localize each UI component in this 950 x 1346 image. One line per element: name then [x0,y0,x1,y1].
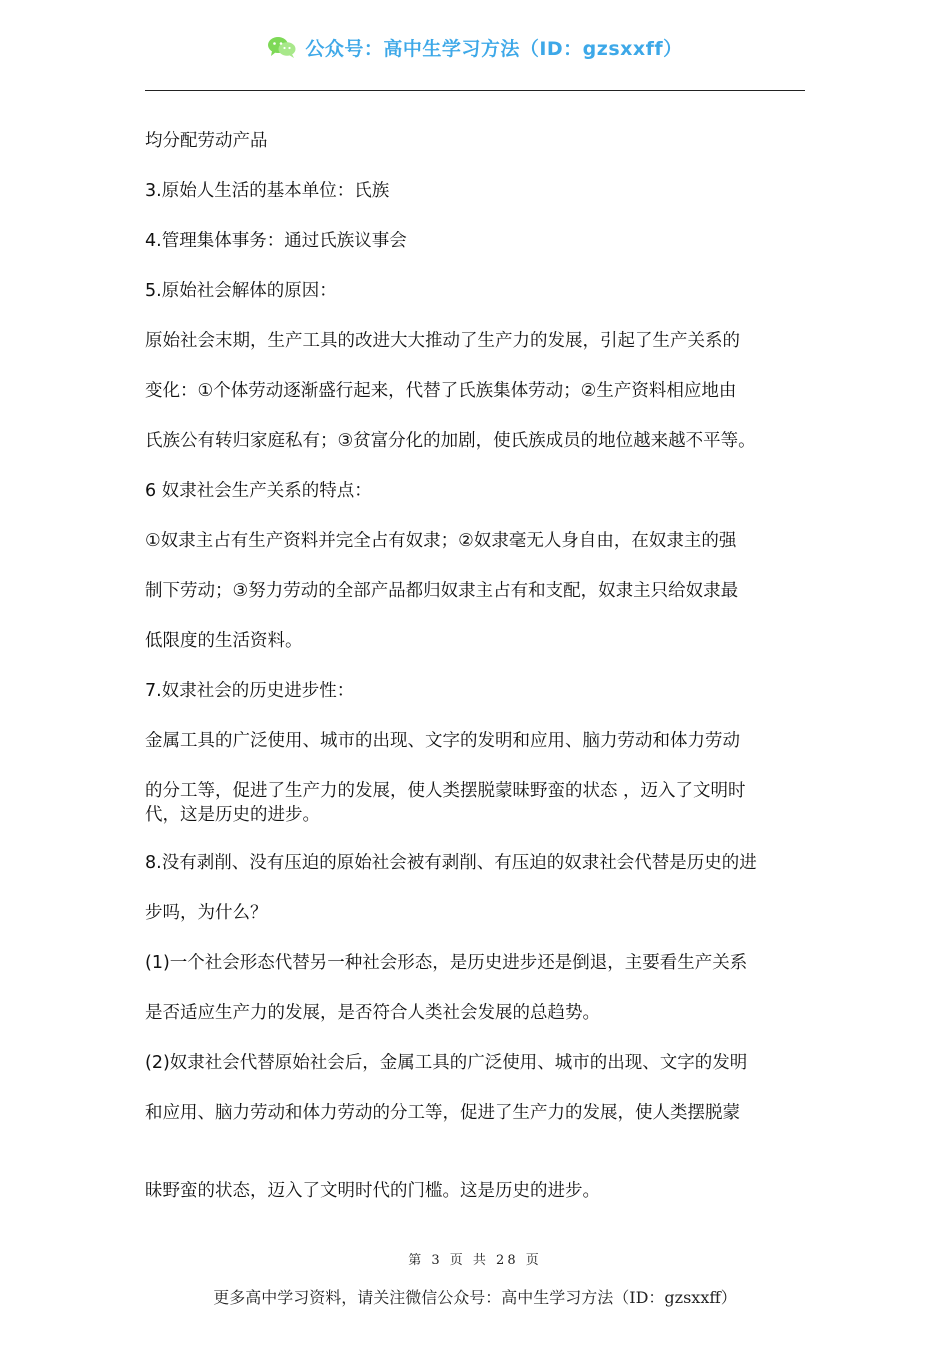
text-line: 7.奴隶社会的历史进步性： [145,681,355,701]
text-line: 4.管理集体事务：通过氏族议事会 [145,231,407,251]
text-line: 变化：①个体劳动逐渐盛行起来，代替了氏族集体劳动；②生产资料相应地由 [145,381,737,401]
text-line: (2)奴隶社会代替原始社会后，金属工具的广泛使用、城市的出现、文字的发明 [145,1053,748,1073]
text-line: 金属工具的广泛使用、城市的出现、文字的发明和应用、脑力劳动和体力劳动 [145,731,740,751]
page-indicator: 第 3 页 共 28 页 [408,1253,542,1268]
text-line: 5.原始社会解体的原因： [145,281,337,301]
text-line: 和应用、脑力劳动和体力劳动的分工等，促进了生产力的发展，使人类摆脱蒙 [145,1103,740,1123]
footer-note: 更多高中学习资料，请关注微信公众号：高中生学习方法（ID：gzsxxff） [213,1288,737,1307]
text-line: 8.没有剥削、没有压迫的原始社会被有剥削、有压迫的奴隶社会代替是历史的进 [145,853,757,873]
text-line: 是否适应生产力的发展，是否符合人类社会发展的总趋势。 [145,1003,600,1023]
text-line: 均分配劳动产品 [145,131,268,151]
page-header [0,30,950,64]
text-line: 低限度的生活资料。 [145,631,303,651]
text-line: (1)一个社会形态代替另一种社会形态，是历史进步还是倒退，主要看生产关系 [145,953,748,973]
text-line: 原始社会末期，生产工具的改进大大推动了生产力的发展，引起了生产关系的 [145,331,740,351]
text-line: 昧野蛮的状态，迈入了文明时代的门槛。这是历史的进步。 [145,1181,600,1201]
text-line: 3.原始人生活的基本单位：氏族 [145,181,390,201]
text-line: 的分工等，促进了生产力的发展，使人类摆脱蒙昧野蛮的状态 ，迈入了文明时 [145,781,746,801]
header-title: 公众号：高中生学习方法（ID：gzsxxff） [305,37,683,60]
text-line: 制下劳动；③努力劳动的全部产品都归奴隶主占有和支配，奴隶主只给奴隶最 [145,581,739,601]
text-line: 6 奴隶社会生产关系的特点： [145,481,372,501]
text-line: 代，这是历史的进步。 [145,805,320,825]
text-line: 氏族公有转归家庭私有；③贫富分化的加剧，使氏族成员的地位越来越不平等。 [145,431,756,451]
text-line: ①奴隶主占有生产资料并完全占有奴隶；②奴隶毫无人身自由，在奴隶主的强 [145,531,737,551]
wechat-icon [267,35,297,59]
header-divider [145,90,805,91]
text-line: 步吗，为什么？ [145,903,268,923]
